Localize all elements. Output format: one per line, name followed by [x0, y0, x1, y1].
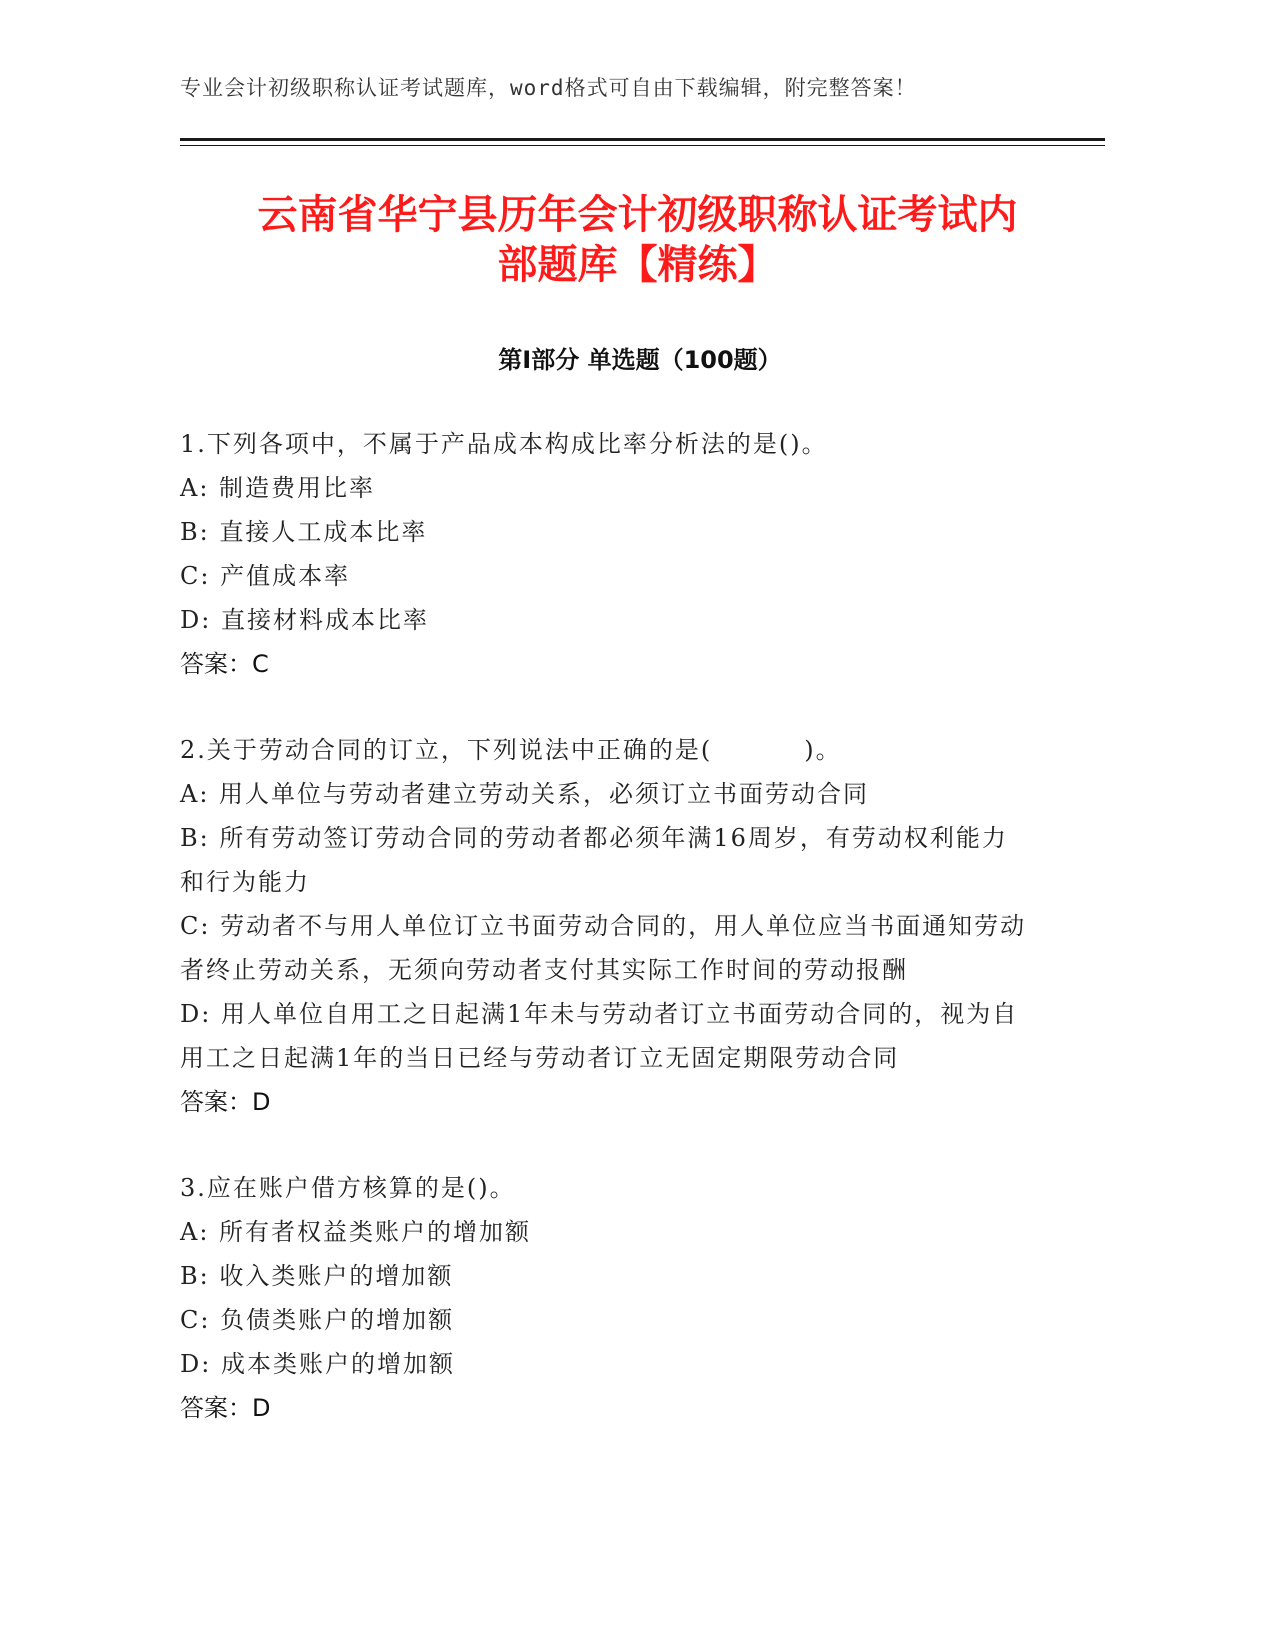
question-2-option-b: B: 所有劳动签订劳动合同的劳动者都必须年满16周岁，有劳动权利能力和行为能力 [180, 824, 1008, 896]
question-3-stem: 3.应在账户借方核算的是()。 [180, 1174, 516, 1202]
question-1 [180, 422, 1030, 686]
document-title-line-1: 云南省华宁县历年会计初级职称认证考试内 [257, 192, 1018, 238]
question-3-option-c: C: 负债类账户的增加额 [180, 1306, 455, 1334]
question-3-option-a: A: 所有者权益类账户的增加额 [180, 1218, 532, 1246]
question-1-stem: 1.下列各项中，不属于产品成本构成比率分析法的是()。 [180, 430, 828, 458]
question-1-option-c: C: 产值成本率 [180, 562, 351, 590]
question-2-answer: 答案：D [180, 1088, 271, 1116]
question-3 [180, 1166, 1030, 1430]
question-2 [180, 728, 1030, 1124]
document-title-line-2: 部题库【精练】 [497, 242, 778, 288]
header-divider-thick [180, 138, 1105, 141]
question-3-answer: 答案：D [180, 1394, 271, 1422]
question-1-option-a: A: 制造费用比率 [180, 474, 376, 502]
question-2-stem-before-blank: 2.关于劳动合同的订立，下列说法中正确的是( [180, 736, 713, 764]
question-3-option-d: D: 成本类账户的增加额 [180, 1350, 455, 1378]
question-2-stem [180, 728, 1030, 772]
question-2-stem-after-blank: )。 [804, 736, 842, 764]
question-2-option-d: D: 用人单位自用工之日起满1年未与劳动者订立书面劳动合同的，视为自用工之日起满1年的当日已经与劳动者订立无固定期限劳动合同 [180, 1000, 1019, 1072]
question-2-option-c: C: 劳动者不与用人单位订立书面劳动合同的，用人单位应当书面通知劳动者终止劳动关系，无须向劳动者支付其实际工作时间的劳动报酬 [180, 912, 1027, 984]
document-title [160, 190, 1115, 290]
header-divider-thin [180, 145, 1105, 146]
question-1-answer: 答案：C [180, 650, 269, 678]
header-note: 专业会计初级职称认证考试题库，word格式可自由下载编辑，附完整答案！ [180, 76, 917, 100]
question-1-option-b: B: 直接人工成本比率 [180, 518, 428, 546]
question-1-option-d: D: 直接材料成本比率 [180, 606, 429, 634]
question-2-option-a: A: 用人单位与劳动者建立劳动关系，必须订立书面劳动合同 [180, 780, 870, 808]
question-3-option-b: B: 收入类账户的增加额 [180, 1262, 454, 1290]
section-heading: 第Ⅰ部分 单选题（100题） [498, 346, 782, 374]
question-list [180, 422, 1030, 1472]
